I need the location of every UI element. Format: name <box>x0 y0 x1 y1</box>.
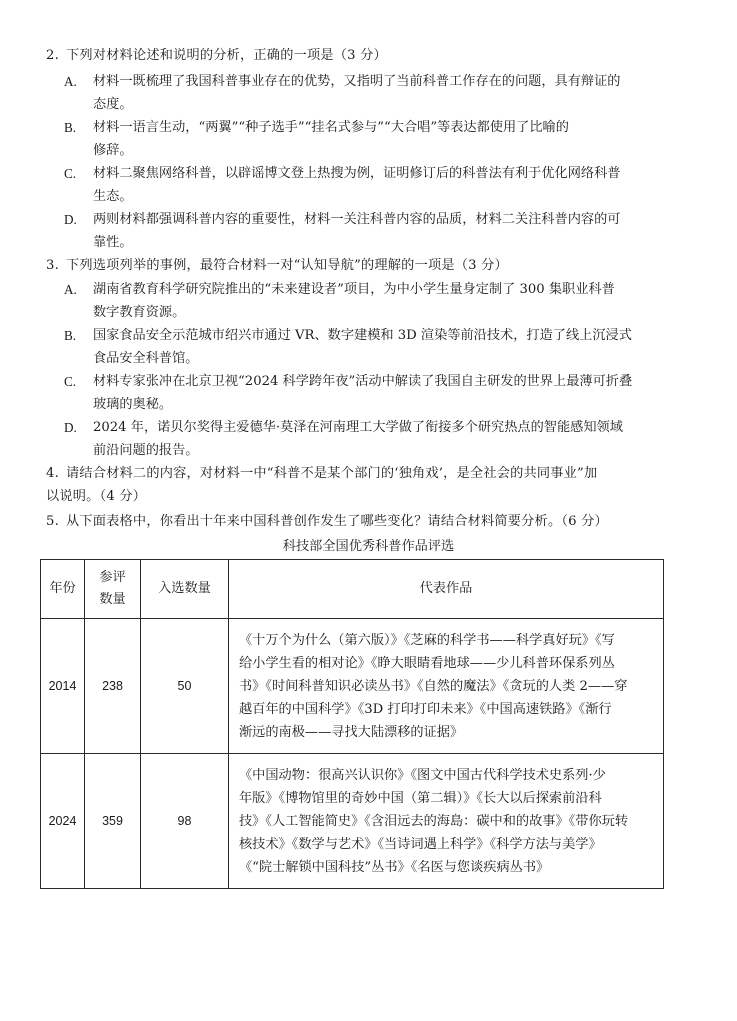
question-2-stem <box>46 44 686 67</box>
cell-works <box>229 754 664 889</box>
option-line: 两则材料都强调科普内容的重要性，材料一关注科普内容的品质，材料二关注科普内容的可 <box>93 212 621 227</box>
table-row <box>41 754 664 889</box>
option-line: 前沿问题的报告。 <box>93 443 199 458</box>
option-line: 玻璃的奥秘。 <box>93 397 173 412</box>
option-line: 2024 年，诺贝尔奖得主爱德华·莫泽在河南理工大学做了衔接多个研究热点的智能感知领域 <box>93 420 623 435</box>
question-number: 3. <box>46 258 59 273</box>
works-table <box>40 559 664 889</box>
cell-selected: 50 <box>141 619 229 754</box>
question-3-option-d <box>64 416 684 462</box>
works-line: 《中国动物：很高兴认识你》《图文中国古代科学技术史系列·少 <box>239 767 606 783</box>
cell-entries: 359 <box>85 754 141 889</box>
works-line: 核技术》《数学与艺术》《当诗词遇上科学》《科学方法与美学》 <box>239 836 602 852</box>
cell-year: 2024 <box>41 754 85 889</box>
option-line: 数字教育资源。 <box>93 305 186 320</box>
works-line: 书》《时间科普知识必读丛书》《自然的魔法》《贪玩的人类 2——穿 <box>239 678 628 694</box>
question-number: 4. <box>46 466 59 481</box>
works-line: 年版》《博物馆里的奇妙中国（第二辑）》《长大以后探索前沿科 <box>239 790 602 806</box>
question-2-option-b <box>64 116 684 162</box>
option-letter: B. <box>64 328 77 343</box>
table-row <box>41 619 664 754</box>
question-2-option-c <box>64 162 684 208</box>
question-2-option-a <box>64 70 684 116</box>
header-entries-line: 参评 <box>99 570 126 585</box>
option-letter: A. <box>64 74 77 89</box>
option-letter: D. <box>64 212 77 227</box>
question-text: 以说明。（4 分） <box>46 489 147 504</box>
question-number: 2. <box>46 48 59 63</box>
question-3-option-a <box>64 278 684 324</box>
option-line: 材料专家张冲在北京卫视“2024 科学跨年夜”活动中解读了我国自主研发的世界上最薄可折叠 <box>93 374 633 389</box>
option-line: 材料一语言生动，“两翼”“种子选手”“挂名式参与”“大合唱”等表达都使用了比喻的 <box>93 120 569 135</box>
table-header-row <box>41 560 664 619</box>
works-line: 《十万个为什么（第六版）》《芝麻的科学书——科学真好玩》《写 <box>239 632 615 648</box>
question-3-stem <box>46 254 686 277</box>
option-letter: A. <box>64 282 77 297</box>
cell-works <box>229 619 664 754</box>
option-line: 修辞。 <box>93 143 133 158</box>
option-line: 靠性。 <box>93 235 133 250</box>
question-text: 下列对材料论述和说明的分析，正确的一项是（3 分） <box>66 48 387 63</box>
question-2-option-d <box>64 208 684 254</box>
question-3-option-b <box>64 324 684 370</box>
option-line: 国家食品安全示范城市绍兴市通过 VR、数字建模和 3D 渲染等前沿技术，打造了线上沉浸式 <box>93 328 632 343</box>
header-entries-line: 数量 <box>99 592 126 607</box>
header-selected: 入选数量 <box>141 560 229 619</box>
works-line: 给小学生看的相对论》《睁大眼睛看地球——少儿科普环保系列丛 <box>239 655 615 671</box>
table-caption: 科技部全国优秀科普作品评选 <box>282 539 455 554</box>
cell-year: 2014 <box>41 619 85 754</box>
option-line: 湖南省教育科学研究院推出的“未来建设者”项目，为中小学生量身定制了 300 集职业科普 <box>93 282 615 297</box>
option-letter: C. <box>64 166 77 181</box>
option-line: 生态。 <box>93 189 133 204</box>
works-line: 技》《人工智能简史》《含泪远去的海島：碳中和的故事》《带你玩转 <box>239 813 629 829</box>
works-line: 《“院士解锁中国科技”丛书》《名医与您谈疾病丛书》 <box>239 859 550 875</box>
question-text: 下列选项列举的事例，最符合材料一对“认知导航”的理解的一项是（3 分） <box>66 258 508 273</box>
header-works: 代表作品 <box>229 560 664 619</box>
option-line: 材料一既梳理了我国科普事业存在的优势，又指明了当前科普工作存在的问题，具有辩证的 <box>93 74 621 89</box>
works-line: 越百年的中国科学》《3D 打印打印未来》《中国高速铁路》《渐行 <box>239 701 612 717</box>
header-year: 年份 <box>41 560 85 619</box>
option-letter: B. <box>64 120 77 135</box>
question-text: 从下面表格中，你看出十年来中国科普创作发生了哪些变化？请结合材料简要分析。（6 分） <box>66 514 608 529</box>
header-entries <box>85 560 141 619</box>
option-line: 态度。 <box>93 97 133 112</box>
question-5 <box>46 510 686 533</box>
option-line: 食品安全科普馆。 <box>93 351 199 366</box>
question-3-option-c <box>64 370 684 416</box>
option-line: 材料二聚焦网络科普，以辟谣博文登上热搜为例，证明修订后的科普法有利于优化网络科普 <box>93 166 621 181</box>
option-letter: C. <box>64 374 77 389</box>
works-line: 渐远的南极——寻找大陆漂移的证据》 <box>239 724 464 740</box>
question-text: 请结合材料二的内容，对材料一中“科普不是某个部门的‘独角戏’，是全社会的共同事业”加 <box>66 466 598 481</box>
option-letter: D. <box>64 420 77 435</box>
cell-selected: 98 <box>141 754 229 889</box>
question-4 <box>46 462 686 508</box>
cell-entries: 238 <box>85 619 141 754</box>
question-number: 5. <box>46 514 59 529</box>
